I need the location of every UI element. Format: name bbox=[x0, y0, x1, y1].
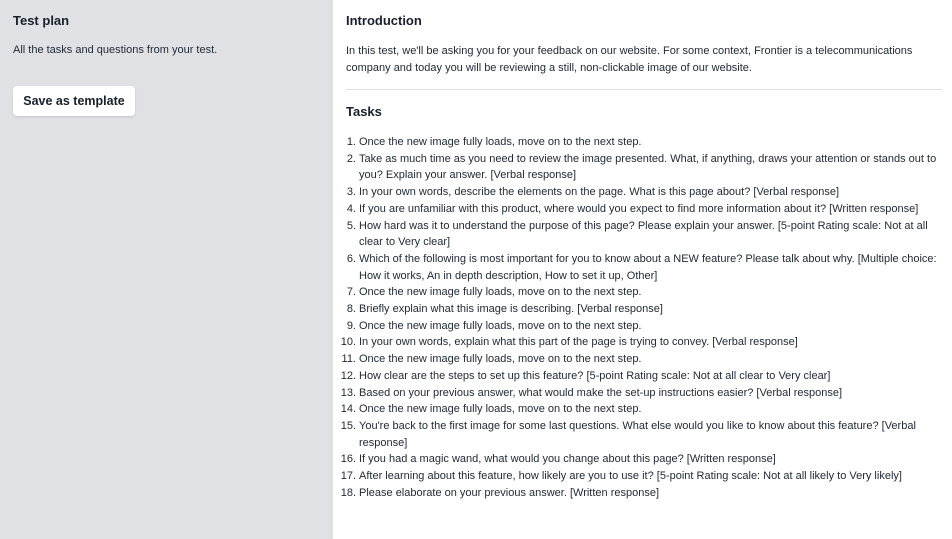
task-item bbox=[333, 134, 952, 151]
task-number: 9. bbox=[346, 319, 356, 332]
task-item bbox=[333, 401, 952, 418]
task-text: Once the new image fully loads, move on to the next step. bbox=[359, 319, 642, 332]
task-item bbox=[333, 151, 952, 184]
task-number: 11. bbox=[341, 353, 356, 366]
task-text: Take as much time as you need to review the image presented. What, if anything, draws your attention or stands out to you? Explain your answer. [Verbal response] bbox=[359, 152, 937, 182]
task-text: You're back to the first image for some last questions. What else would you like to know about this feature? [Verbal response] bbox=[359, 419, 916, 449]
introduction-text: In this test, we'll be asking you for your feedback on our website. For some context, Frontier is a telecommunications company and today you will be reviewing a still, non-clickable image of our website. bbox=[346, 45, 913, 74]
task-number: 6. bbox=[346, 252, 356, 265]
main-panel bbox=[333, 0, 952, 539]
task-item bbox=[333, 251, 952, 284]
task-number: 17. bbox=[340, 470, 356, 483]
task-number: 8. bbox=[346, 303, 356, 316]
task-number: 4. bbox=[346, 202, 356, 215]
task-text: Based on your previous answer, what would make the set-up instructions easier? [Verbal response] bbox=[359, 386, 843, 399]
task-item bbox=[333, 385, 952, 402]
task-number: 3. bbox=[346, 186, 356, 199]
task-number: 2. bbox=[346, 152, 356, 165]
task-item bbox=[333, 485, 952, 502]
sidebar bbox=[0, 0, 333, 539]
task-text: After learning about this feature, how likely are you to use it? [5-point Rating scale: Not at all likely to Very likely] bbox=[359, 470, 902, 483]
task-item bbox=[333, 351, 952, 368]
task-item bbox=[333, 301, 952, 318]
task-item bbox=[333, 468, 952, 485]
task-number: 15. bbox=[340, 419, 356, 432]
task-number: 5. bbox=[346, 219, 356, 232]
task-item bbox=[333, 368, 952, 385]
task-text: If you had a magic wand, what would you change about this page? [Written response] bbox=[359, 453, 776, 466]
introduction-heading: Introduction bbox=[346, 13, 422, 28]
task-item bbox=[333, 418, 952, 451]
save-as-template-button[interactable]: Save as template bbox=[13, 86, 135, 116]
sidebar-description: All the tasks and questions from your test. bbox=[13, 44, 218, 56]
task-text: How clear are the steps to set up this feature? [5-point Rating scale: Not at all clear to Very clear] bbox=[359, 369, 831, 382]
task-text: If you are unfamiliar with this product, where would you expect to find more information about it? [Written response] bbox=[359, 202, 919, 215]
task-number: 18. bbox=[340, 486, 356, 499]
task-text: In your own words, explain what this part of the page is trying to convey. [Verbal response] bbox=[359, 336, 798, 349]
task-number: 16. bbox=[340, 453, 356, 466]
task-text: Once the new image fully loads, move on to the next step. bbox=[359, 353, 642, 366]
task-text: Please elaborate on your previous answer. [Written response] bbox=[359, 486, 660, 499]
task-number: 12. bbox=[340, 369, 356, 382]
task-item bbox=[333, 334, 952, 351]
task-item bbox=[333, 284, 952, 301]
task-text: In your own words, describe the elements on the page. What is this page about? [Verbal response] bbox=[359, 186, 840, 199]
task-number: 1. bbox=[346, 136, 356, 148]
section-divider bbox=[346, 89, 942, 90]
task-number: 7. bbox=[346, 286, 356, 299]
sidebar-title: Test plan bbox=[13, 13, 70, 28]
task-item bbox=[333, 201, 952, 218]
task-item bbox=[333, 184, 952, 201]
task-text: Briefly explain what this image is describing. [Verbal response] bbox=[359, 303, 663, 316]
task-list bbox=[333, 134, 952, 501]
task-item bbox=[333, 451, 952, 468]
task-item bbox=[333, 318, 952, 335]
tasks-heading: Tasks bbox=[346, 104, 382, 119]
task-text: Once the new image fully loads, move on to the next step. bbox=[359, 403, 642, 416]
task-text: Which of the following is most important for you to know about a NEW feature? Please talk about why. [Multiple choice: How it works, An in depth description, How to set it up, Other] bbox=[359, 252, 937, 282]
task-text: Once the new image fully loads, move on to the next step. bbox=[359, 286, 642, 299]
task-number: 10. bbox=[340, 336, 356, 349]
task-number: 14. bbox=[340, 403, 356, 416]
task-item bbox=[333, 218, 952, 251]
task-number: 13. bbox=[340, 386, 356, 399]
task-text: Once the new image fully loads, move on to the next step. bbox=[359, 136, 642, 148]
task-text: How hard was it to understand the purpose of this page? Please explain your answer. [5-point Rating scale: Not at all clear to Very clear] bbox=[359, 219, 928, 249]
